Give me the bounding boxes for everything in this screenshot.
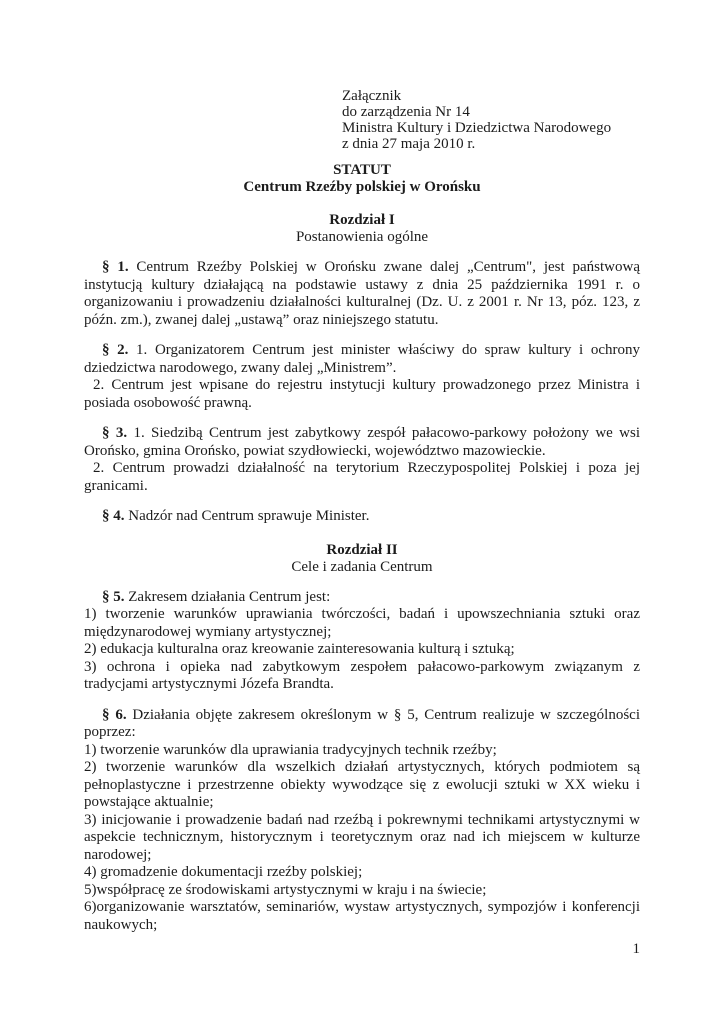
- document-subtitle: Centrum Rzeźby polskiej w Orońsku: [243, 179, 481, 195]
- list-item: 2) edukacja kulturalna oraz kreowanie zainteresowania kulturą i sztuką;: [84, 641, 515, 657]
- attachment-note: [342, 88, 640, 152]
- paragraph-section-1: [84, 259, 640, 329]
- title-block: [84, 162, 640, 196]
- section-3-marker: § 3.: [102, 425, 128, 441]
- section-5-marker: § 5.: [102, 588, 125, 605]
- section-1-text: Centrum Rzeźby Polskiej w Orońsku zwane dalej „Centrum", jest państwową instytucją kultury działającą na podstawie ustawy z dnia 25 października 1991 r. o organizowaniu i prowadzeniu działalności kulturalnej (Dz. U. z 2001 r. Nr 13, póz. 123, z późn. zm.), zwanej dalej „ustawą” oraz niniejszego statutu.: [84, 259, 641, 328]
- section-6-intro-text: Działania objęte zakresem określonym w § 5, Centrum realizuje w szczególności poprzez:: [84, 706, 640, 740]
- paragraph-section-2-sub-2: [84, 377, 640, 412]
- list-item: 3) ochrona i opieka nad zabytkowym zespołem pałacowo-parkowym związanym z tradycjami artystycznymi Józefa Brandta.: [84, 658, 640, 692]
- attachment-line: z dnia 27 maja 2010 r.: [342, 136, 476, 152]
- section-4-marker: § 4.: [102, 508, 125, 524]
- section-2-marker: § 2.: [102, 342, 129, 358]
- section-3-text: 1. Siedzibą Centrum jest zabytkowy zespół pałacowo-parkowy położony we wsi Orońsko, gmina Orońsko, powiat szydłowiecki, województwo mazowieckie.: [84, 425, 640, 459]
- chapter-1-block: [84, 212, 640, 246]
- list-item: 1) tworzenie warunków dla uprawiania tradycyjnych technik rzeźby;: [84, 741, 497, 758]
- section-1-marker: § 1.: [102, 259, 129, 275]
- document-title: STATUT: [333, 162, 391, 178]
- attachment-line: Ministra Kultury i Dziedzictwa Narodowego: [342, 120, 612, 136]
- list-item: 5)współpracę ze środowiskami artystycznymi w kraju i na świecie;: [84, 881, 487, 898]
- paragraph-section-4: [84, 508, 640, 526]
- list-item: 4) gromadzenie dokumentacji rzeźby polskiej;: [84, 864, 363, 880]
- chapter-2-heading: Rozdział II: [326, 541, 398, 558]
- page-number: 1: [632, 941, 640, 957]
- chapter-1-heading: Rozdział I: [329, 212, 395, 228]
- document-content: [84, 88, 640, 934]
- section-2-text: 1. Organizatorem Centrum jest minister właściwy do spraw kultury i ochrony dziedzictwa narodowego, zwany dalej „Ministrem”.: [84, 342, 641, 376]
- section-4-text: Nadzór nad Centrum sprawuje Minister.: [124, 508, 370, 524]
- list-item: 2) tworzenie warunków dla wszelkich działań artystycznych, których podmiotem są pełnoplastyczne i przestrzenne obiekty wywodzące się z ewolucji sztuki w XX wieku i powstające aktualnie;: [84, 759, 640, 810]
- paragraph-section-3: [84, 425, 640, 460]
- list-item: 6)organizowanie warsztatów, seminariów, wystaw artystycznych, sympozjów i konferencji naukowych;: [84, 899, 640, 933]
- paragraph-section-3-sub-2: [84, 460, 640, 495]
- attachment-line: do zarządzenia Nr 14: [342, 104, 470, 120]
- paragraph-section-6-intro: [84, 707, 640, 742]
- chapter-2-subheading: Cele i zadania Centrum: [291, 558, 433, 575]
- paragraph-section-5-intro: [84, 589, 640, 607]
- section-3-text-2: 2. Centrum prowadzi działalność na terytorium Rzeczypospolitej Polskiej i poza jej granicami.: [84, 460, 640, 494]
- list-item: 1) tworzenie warunków uprawiania twórczości, badań i upowszechniania sztuki oraz międzynarodowej wymiany artystycznej;: [84, 606, 640, 640]
- chapter-1-subheading: Postanowienia ogólne: [295, 229, 429, 245]
- section-6-marker: § 6.: [102, 706, 127, 723]
- list-item: 3) inicjowanie i prowadzenie badań nad rzeźbą i pokrewnymi technikami artystycznymi w aspekcie technicznym, historycznym i teoretycznym oraz nad ich miejscem w kulturze narodowej;: [84, 811, 640, 863]
- chapter-2-block: [84, 542, 640, 576]
- section-2-text-2: 2. Centrum jest wpisane do rejestru instytucji kultury prowadzonego przez Ministra i posiada osobowość prawną.: [84, 377, 640, 411]
- attachment-line: Załącznik: [342, 88, 402, 104]
- section-5-intro-text: Zakresem działania Centrum jest:: [124, 588, 331, 605]
- paragraph-section-2: [84, 342, 640, 377]
